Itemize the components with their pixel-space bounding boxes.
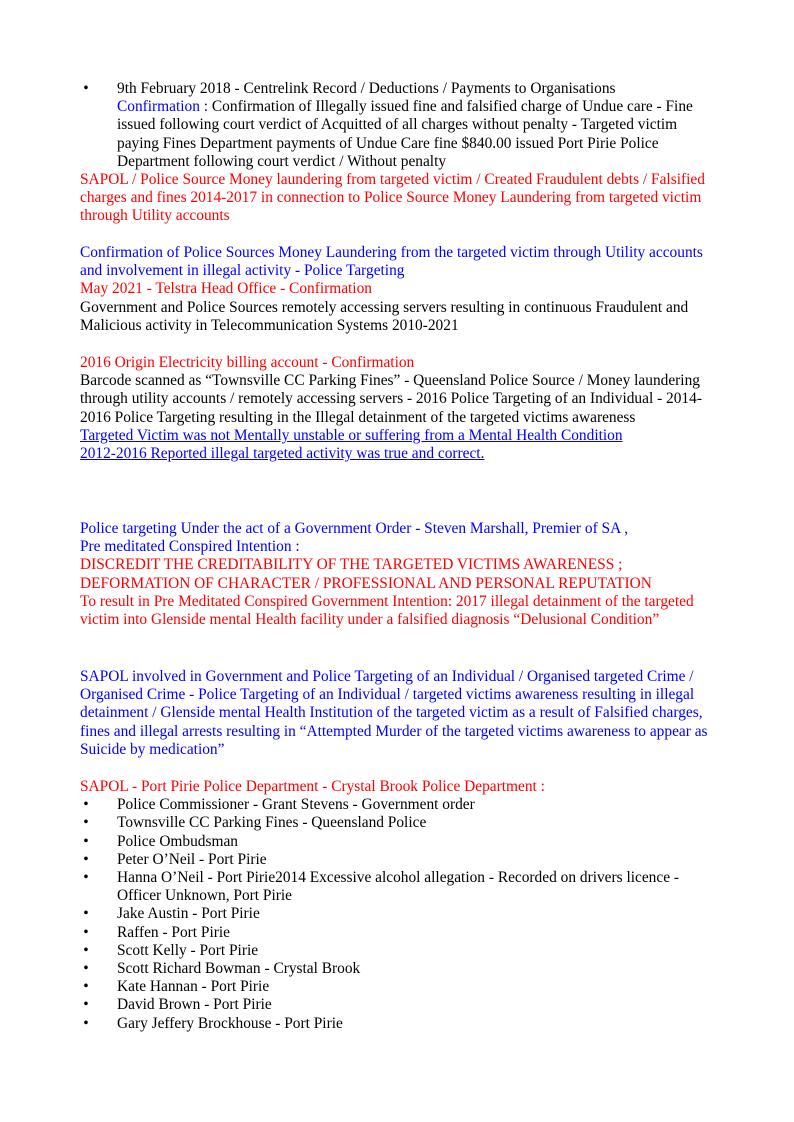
bullet-icon: • — [83, 978, 89, 996]
confirmation-text: Confirmation of Illegally issued fine and falsified charge of Undue care - Fine issued following court verdict of Acquitted of all charges without penalty - Targeted victim paying Fines Department payments of Undue Care fine $840.00 issued Port Pirie Police Department following court verdict / Without penalty — [117, 98, 693, 170]
origin-heading: 2016 Origin Electricity billing account - Confirmation — [80, 354, 415, 371]
government-order-caps-1: DISCREDIT THE CREDITABILITY OF THE TARGETED VICTIMS AWARENESS ; — [80, 556, 623, 574]
department-item-text: Kate Hannan - Port Pirie — [117, 978, 270, 996]
department-item-text: Gary Jeffery Brockhouse - Port Pirie — [117, 1014, 343, 1032]
sapol-involved-paragraph: SAPOL involved in Government and Police Targeting of an Individual / Organised targeted Crime / Organised Crime - Police Targeting of an Individual / targeted victims awareness resulting in illegal detainment / Glenside mental Health Institution of the targeted victim as a result of Falsified charges, fines and illegal arrests resulting in “Attempted Murder of the targeted victims awareness to appear as Suicide by medication” — [80, 668, 708, 758]
department-item-text: Hanna O’Neil - Port Pirie2014 Excessive alcohol allegation - Recorded on drivers licence - Officer Unknown, Port Pirie — [117, 869, 679, 905]
department-list-item — [80, 905, 720, 923]
department-item-text: David Brown - Port Pirie — [117, 996, 272, 1014]
origin-section — [80, 354, 720, 463]
departments-section — [80, 778, 720, 1033]
bullet-icon: • — [83, 941, 89, 959]
department-list-item — [80, 796, 720, 814]
bullet-icon: • — [83, 1014, 89, 1032]
department-item-text: Jake Austin - Port Pirie — [117, 905, 260, 923]
departments-heading: SAPOL - Port Pirie Police Department - Crystal Brook Police Department : — [80, 778, 545, 795]
department-item-text: Peter O’Neil - Port Pirie — [117, 850, 267, 868]
government-order-section — [80, 520, 720, 629]
department-list-item — [80, 869, 720, 905]
bullet-icon: • — [83, 905, 89, 923]
department-item-text: Scott Kelly - Port Pirie — [117, 941, 259, 959]
government-order-result: To result in Pre Meditated Conspired Government Intention: 2017 illegal detainment of the targeted victim into Glenside mental Health facility under a falsified diagnosis “Delusional Condition” — [80, 592, 694, 629]
origin-body: Barcode scanned as “Townsville CC Parking Fines” - Queensland Police Source / Money laundering through utility accounts / remotely accessing servers - 2016 Police Targeting of an Individual - 2014-2016 Police Targeting resulting in the Illegal detainment of the targeted victims awareness — [80, 372, 702, 426]
department-list-item — [80, 978, 720, 996]
intro-item-text — [117, 80, 720, 171]
telstra-heading: Confirmation of Police Sources Money Laundering from the targeted victim through Utility accounts and involvement in illegal activity - Police Targeting — [80, 244, 703, 280]
telstra-section — [80, 244, 720, 335]
intro-date-line: 9th February 2018 - Centrelink Record / Deductions / Payments to Organisations — [117, 80, 616, 97]
bullet-icon: • — [83, 814, 89, 832]
bullet-icon: • — [83, 923, 89, 941]
origin-link-reported-activity[interactable]: 2012-2016 Reported illegal targeted activity was true and correct. — [80, 445, 485, 463]
government-order-caps-2: DEFORMATION OF CHARACTER / PROFESSIONAL AND PERSONAL REPUTATION — [80, 574, 652, 592]
department-item-text: Townsville CC Parking Fines - Queensland Police — [117, 814, 427, 832]
origin-link-mental-health[interactable]: Targeted Victim was not Mentally unstable or suffering from a Mental Health Condition — [80, 426, 623, 444]
government-order-line-2: Pre meditated Conspired Intention : — [80, 538, 300, 556]
department-list-item — [80, 996, 720, 1014]
bullet-icon: • — [83, 869, 89, 887]
department-list-item — [80, 851, 720, 869]
bullet-icon: • — [83, 796, 89, 814]
department-item-text: Police Ombudsman — [117, 832, 238, 850]
government-order-line-1: Police targeting Under the act of a Government Order - Steven Marshall, Premier of SA , — [80, 520, 629, 537]
telstra-subheading: May 2021 - Telstra Head Office - Confirmation — [80, 280, 372, 298]
department-list-item — [80, 960, 720, 978]
telstra-body: Government and Police Sources remotely accessing servers resulting in continuous Fraudulent and Malicious activity in Telecommunication Systems 2010-2021 — [80, 298, 689, 334]
bullet-icon: • — [83, 850, 89, 868]
department-list-item — [80, 924, 720, 942]
bullet-icon: • — [83, 996, 89, 1014]
department-item-text: Scott Richard Bowman - Crystal Brook — [117, 960, 361, 978]
department-list-item — [80, 814, 720, 832]
department-item-text: Police Commissioner - Grant Stevens - Government order — [117, 796, 475, 814]
sapol-laundering-paragraph: SAPOL / Police Source Money laundering from targeted victim / Created Fraudulent debts / Falsified charges and fines 2014-2017 in connection to Police Source Money Laundering from targeted victim through Utility accounts — [80, 171, 705, 225]
bullet-icon: • — [83, 960, 89, 978]
department-list-item — [80, 1015, 720, 1033]
intro-list-item — [80, 80, 720, 171]
department-list-item — [80, 942, 720, 960]
bullet-icon: • — [83, 832, 89, 850]
confirmation-label: Confirmation : — [117, 98, 209, 116]
department-item-text: Raffen - Port Pirie — [117, 923, 230, 941]
departments-list — [80, 796, 720, 1033]
bullet-icon: • — [83, 80, 89, 97]
department-list-item — [80, 833, 720, 851]
